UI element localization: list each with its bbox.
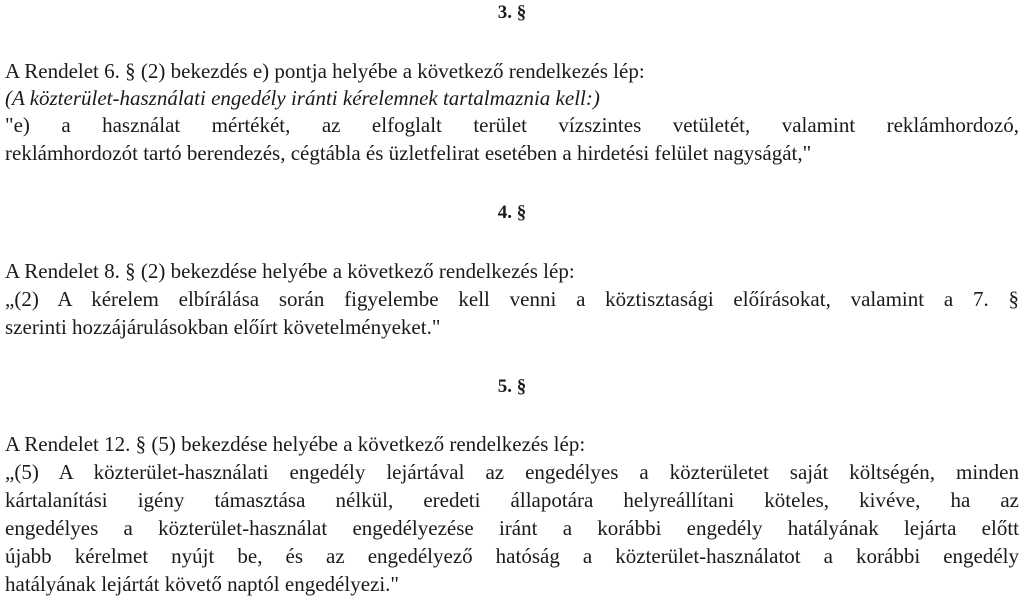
section-heading-5: 5. § — [497, 376, 527, 397]
paragraph-line: A Rendelet 12. § (5) bekezdése helyébe a következő rendelkezés lép: — [5, 432, 586, 456]
paragraph-line: hatályának lejártát követő naptól engedélyezi." — [5, 572, 399, 596]
section-heading-3: 3. § — [497, 2, 527, 23]
paragraph-line: reklámhordozót tartó berendezés, cégtábla és üzletfelirat esetében a hirdetési felület nagyságát," — [5, 141, 812, 165]
paragraph-line: szerinti hozzájárulásokban előírt követelményeket." — [5, 315, 441, 339]
paragraph-line: "e) a használat mértékét, az elfoglalt terület vízszintes vetületét, valamint reklámhordozó, — [5, 113, 1019, 137]
paragraph-line: „(5) A közterület-használati engedély lejártával az engedélyes a közterületet saját költségén, minden — [5, 460, 1019, 484]
paragraph-line: A Rendelet 8. § (2) bekezdése helyébe a következő rendelkezés lép: — [5, 259, 575, 283]
paragraph-line: A Rendelet 6. § (2) bekezdés e) pontja helyébe a következő rendelkezés lép: — [5, 59, 645, 83]
paragraph-line: engedélyes a közterület-használat engedélyezése iránt a korábbi engedély hatályának lejárta előtt — [5, 516, 1019, 540]
section-heading-4: 4. § — [497, 202, 527, 223]
paragraph-line: „(2) A kérelem elbírálása során figyelembe kell venni a köztisztasági előírásokat, valamint a 7. § — [5, 287, 1019, 311]
paragraph-line: (A közterület-használati engedély iránti kérelemnek tartalmaznia kell:) — [5, 86, 600, 110]
paragraph-line: kártalanítási igény támasztása nélkül, eredeti állapotára helyreállítani köteles, kivéve, ha az — [5, 488, 1019, 512]
paragraph-line: újabb kérelmet nyújt be, és az engedélyező hatóság a közterület-használatot a korábbi engedély — [5, 544, 1019, 568]
